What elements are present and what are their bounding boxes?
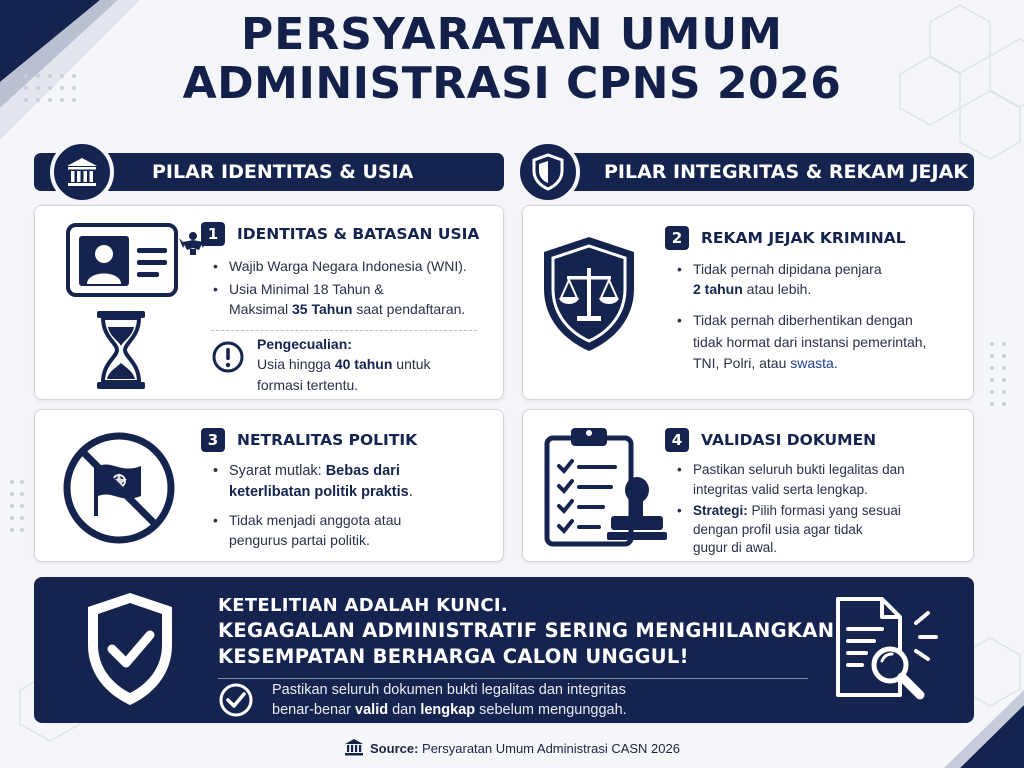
exception-post: untuk: [392, 356, 431, 373]
card-identity-heading: [201, 222, 479, 246]
id-card-icon: [65, 222, 213, 298]
key-message-banner: [34, 577, 974, 723]
card-identity-title: IDENTITAS & BATASAN USIA: [237, 225, 480, 243]
criminal-bullet-2-line1: Tidak pernah diberhentikan dengan: [693, 312, 913, 328]
pillar-integrity-record-header: [522, 153, 974, 191]
number-badge-3: 3: [201, 428, 225, 452]
card-documents-title: VALIDASI DOKUMEN: [701, 431, 877, 449]
source-text: Persyaratan Umum Administrasi CASN 2026: [418, 741, 680, 756]
criminal-bullet-2: [677, 310, 926, 375]
banner-divider: [218, 678, 808, 679]
documents-bullet-1-line2: integritas valid serta lengkap.: [693, 481, 868, 497]
politics-bullet-1-pre: Syarat mutlak:: [229, 463, 326, 479]
exception-label: Pengecualian:: [257, 336, 352, 352]
check-circle-icon: [218, 682, 254, 718]
card-politics-heading: [201, 428, 417, 452]
card-documents-heading: [665, 428, 876, 452]
page-title: [0, 10, 1024, 109]
documents-bullet-1: [677, 460, 905, 499]
exception-age: 40 tahun: [334, 356, 393, 373]
exception-note: [257, 334, 431, 395]
criminal-bullet-2-line3: TNI, Polri, atau: [693, 355, 791, 372]
number-badge-1: 1: [201, 222, 225, 246]
banner-complete-word: lengkap: [420, 701, 476, 718]
politics-bullet-2-line1: Tidak menjadi anggota atau: [229, 512, 402, 528]
card-politics-title: NETRALITAS POLITIK: [237, 431, 418, 449]
criminal-private-sector-text: swasta.: [790, 355, 838, 372]
banner-subtext: [272, 681, 627, 720]
documents-bullet-2-line3: gugur di awal.: [693, 540, 778, 556]
banner-line-2: KEGAGALAN ADMINISTRATIF SERING MENGHILANGKAN: [218, 619, 835, 642]
politics-practical-politics: keterlibatan politik praktis: [229, 484, 409, 501]
check-shield-icon: [82, 589, 178, 709]
criminal-bullet-1: [677, 259, 882, 300]
exception-pre: Usia hingga: [257, 356, 335, 373]
identity-bullet-2: [213, 279, 465, 320]
number-badge-2: 2: [665, 226, 689, 250]
banner-subtext-mid: dan: [388, 701, 421, 718]
identity-bullet-1-text: Wajib Warga Negara Indonesia (WNI).: [229, 258, 467, 274]
building-icon: [344, 738, 364, 756]
title-line-1: PERSYARATAN UMUM: [241, 9, 783, 60]
pillar-integrity-record-label: PILAR INTEGRITAS & REKAM JEJAK: [604, 161, 969, 183]
card-identity-age: [34, 205, 504, 400]
identity-bullet-1: [213, 256, 467, 276]
clipboard-stamp-icon: [541, 422, 669, 552]
politics-bullet-1-post: .: [408, 484, 413, 501]
documents-strategy-label: Strategi:: [693, 503, 748, 518]
identity-bullet-2-post: saat pendaftaran.: [352, 301, 466, 318]
politics-bullet-2: [213, 510, 401, 551]
source-footer: [0, 738, 1024, 756]
politics-bullet-2-line2: pengurus partai politik.: [229, 532, 370, 549]
title-line-2: ADMINISTRASI CPNS 2026: [182, 58, 842, 110]
documents-bullet-2-line2: dengan profil usia agar tidak: [693, 521, 863, 537]
hourglass-icon: [93, 309, 149, 391]
exclamation-icon: [211, 340, 245, 374]
documents-bullet-2-line1: Pilih formasi yang sesuai: [747, 503, 901, 518]
source-label: Source:: [370, 741, 419, 756]
document-search-icon: [832, 595, 942, 707]
justice-shield-icon: [539, 234, 639, 354]
shield-icon: [516, 140, 580, 204]
card-document-validation: [522, 409, 974, 562]
card-criminal-record: [522, 205, 974, 400]
politics-bullet-1: [213, 461, 413, 503]
criminal-bullet-1-line1: Tidak pernah dipidana penjara: [693, 261, 882, 277]
card-criminal-title: REKAM JEJAK KRIMINAL: [701, 229, 906, 247]
no-political-flag-icon: [61, 430, 177, 546]
banner-subtext-pre: benar-benar: [272, 701, 356, 718]
card-political-neutrality: [34, 409, 504, 562]
government-building-icon: [50, 140, 114, 204]
identity-max-age: 35 Tahun: [292, 301, 353, 318]
pillar-identity-age-label: PILAR IDENTITAS & USIA: [152, 161, 414, 183]
banner-line-3: KESEMPATAN BERHARGA CALON UNGGUL!: [218, 645, 689, 668]
identity-bullet-2-pre: Maksimal: [229, 301, 293, 318]
documents-bullet-1-line1: Pastikan seluruh bukti legalitas dan: [693, 462, 905, 477]
criminal-bullet-2-line2: tidak hormat dari instansi pemerintah,: [693, 333, 927, 350]
identity-bullet-2-line1: Usia Minimal 18 Tahun &: [229, 281, 384, 297]
banner-line-1: KETELITIAN ADALAH KUNCI.: [218, 595, 509, 616]
politics-free-from: Bebas dari: [325, 463, 400, 479]
number-badge-4: 4: [665, 428, 689, 452]
card-criminal-heading: [665, 226, 906, 250]
banner-subtext-post: sebelum mengunggah.: [475, 701, 627, 718]
exception-line-2: formasi tertentu.: [257, 376, 359, 393]
documents-bullet-2: [677, 502, 901, 558]
banner-subtext-line1: Pastikan seluruh dokumen bukti legalitas dan integritas: [272, 682, 626, 698]
banner-valid-word: valid: [355, 701, 389, 718]
identity-divider: [211, 330, 477, 331]
criminal-bullet-1-post: atau lebih.: [742, 281, 812, 298]
criminal-prison-years: 2 tahun: [693, 281, 743, 298]
